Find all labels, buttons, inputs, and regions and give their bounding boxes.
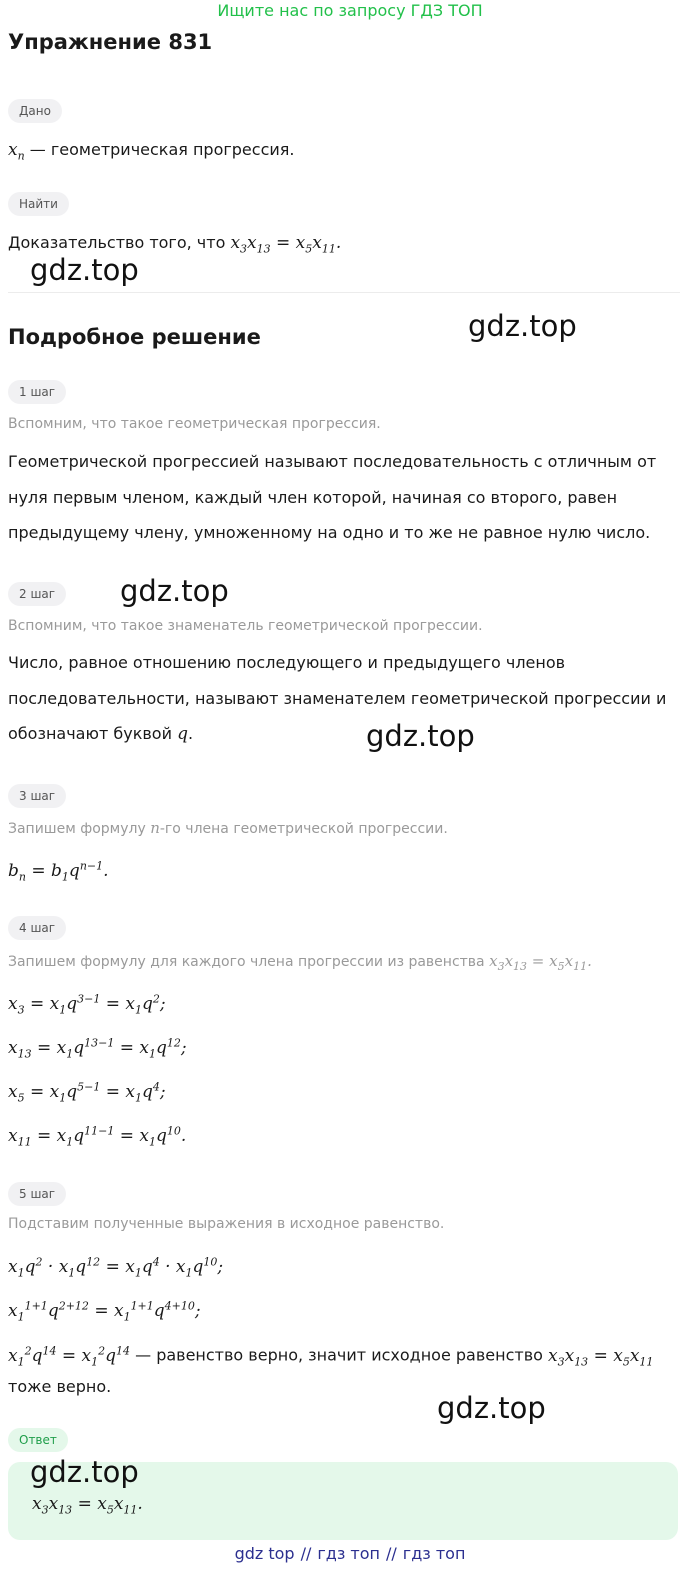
step-5-formula-3: $x_1^2q^{14} = x_1^2q^{14}$ — равенство верно, значит исходное равенство $x_3x_{13} = x_5x_{11}$ [8, 1344, 654, 1369]
find-math: $x_3x_{13} = x_5x_{11}$. [230, 233, 342, 256]
step-3-hint [8, 819, 448, 837]
step-1-line-1: Геометрической прогрессией называют последовательность с отличным от [8, 452, 657, 471]
watermark: gdz.top [366, 719, 475, 753]
watermark: gdz.top [120, 574, 229, 608]
step-5-chip: 5 шаг [8, 1182, 66, 1206]
watermark: gdz.top [30, 253, 139, 287]
step-5-formula-2: $x_1^{1+1}q^{2+12} = x_1^{1+1}q^{4+10}$; [8, 1299, 201, 1324]
top-banner[interactable]: Ищите нас по запросу ГДЗ ТОП [217, 1, 483, 20]
step-5-end: тоже верно. [8, 1377, 112, 1396]
step-2-line-3-text: обозначают буквой [8, 724, 178, 743]
step-1-hint: Вспомним, что такое геометрическая прогрессия. [8, 416, 381, 432]
bottom-link-separator: // [386, 1544, 397, 1563]
step-4-chip: 4 шаг [8, 916, 66, 940]
step-1-chip: 1 шаг [8, 380, 66, 404]
bottom-link-gdz-top-ru-2[interactable]: гдз топ [402, 1544, 466, 1563]
step-3-hint-before: Запишем формулу [8, 821, 151, 837]
find-chip: Найти [8, 192, 69, 216]
solution-title: Подробное решение [8, 325, 261, 349]
given-label: — геометрическая прогрессия. [24, 140, 295, 159]
given-math: $x_n$ [8, 140, 25, 163]
answer-formula: $x_3x_{13} = x_5x_{11}$. [32, 1494, 143, 1517]
find-label: Доказательство того, что [8, 233, 231, 252]
step-4-hint: Запишем формулу для каждого члена прогрессии из равенства $x_3x_{13} = x_5x_{11}$. [8, 952, 592, 973]
step-3-chip: 3 шаг [8, 784, 66, 808]
bottom-link-gdz-top-ru[interactable]: гдз топ [317, 1544, 380, 1563]
bottom-link-separator: // [300, 1544, 312, 1563]
watermark: gdz.top [437, 1391, 546, 1425]
step-4-hint-text: Запишем формулу для каждого члена прогрессии из равенства [8, 954, 490, 970]
step-2-chip: 2 шаг [8, 582, 66, 606]
q-symbol: q [177, 724, 188, 744]
step-2-line-1: Число, равное отношению последующего и предыдущего членов [8, 653, 566, 672]
step-5-hint: Подставим полученные выражения в исходное равенство. [8, 1216, 445, 1232]
step-4-formula-4: $x_{11} = x_1q^{11-1} = x_1q^{10}$. [8, 1124, 187, 1149]
bottom-link-gdz-top[interactable]: gdz top [234, 1544, 295, 1563]
step-2-line-2: последовательности, называют знаменателем геометрической прогрессии и [8, 689, 667, 708]
answer-chip: Ответ [8, 1428, 68, 1452]
step-3-hint-n: n [150, 819, 160, 837]
page-title: Упражнение 831 [8, 30, 213, 54]
step-4-formula-3: $x_5 = x_1q^{5-1} = x_1q^4$; [8, 1080, 166, 1105]
step-5-conclusion: — равенство верно, значит исходное равенство [130, 1345, 548, 1365]
step-2-line-3: обозначают буквой q. [8, 724, 194, 744]
step-3-hint-after: -го члена геометрической прогрессии. [159, 821, 448, 837]
watermark: gdz.top [30, 1455, 139, 1489]
section-divider [8, 292, 680, 293]
step-1-line-3: предыдущему члену, умноженному на одно и то же не равное нулю число. [8, 523, 651, 542]
given-text [8, 132, 294, 174]
step-2-hint: Вспомним, что такое знаменатель геометрической прогрессии. [8, 618, 483, 634]
step-4-formula-2: $x_{13} = x_1q^{13-1} = x_1q^{12}$; [8, 1036, 187, 1061]
given-chip: Дано [8, 99, 62, 123]
watermark: gdz.top [468, 309, 577, 343]
step-5-formula-1: $x_1q^2 \cdot x_1q^{12} = x_1q^4 \cdot x_1q^{10}$; [8, 1255, 224, 1280]
step-3-formula: $b_n = b_1q^{n-1}$. [8, 859, 109, 884]
bottom-links [0, 1544, 700, 1563]
step-1-line-2: нуля первым членом, каждый член которой, начиная со второго, равен [8, 488, 618, 507]
step-4-formula-1: $x_3 = x_1q^{3-1} = x_1q^2$; [8, 992, 166, 1017]
